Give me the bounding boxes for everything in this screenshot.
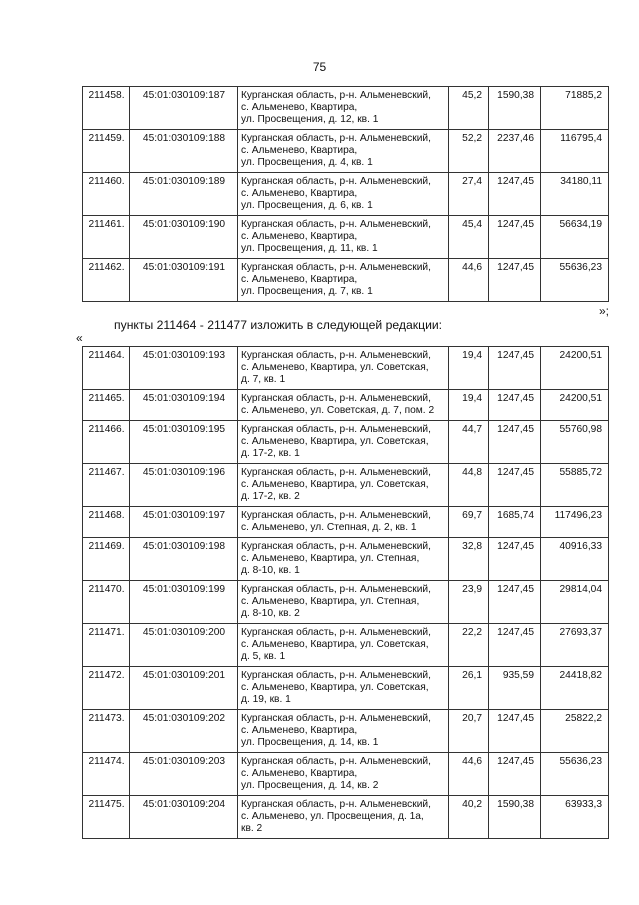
total-value: 24200,51 <box>541 390 609 421</box>
amendment-instruction: пункты 211464 - 211477 изложить в следующей редакции: <box>114 318 443 332</box>
unit-price: 1247,45 <box>489 259 541 302</box>
unit-price: 1247,45 <box>489 216 541 259</box>
row-number: 211473. <box>83 710 130 753</box>
area: 45,4 <box>449 216 489 259</box>
area: 20,7 <box>449 710 489 753</box>
area: 44,7 <box>449 421 489 464</box>
table-row <box>83 753 609 796</box>
total-value: 34180,11 <box>541 173 609 216</box>
cadastral-number: 45:01:030109:204 <box>130 796 238 839</box>
unit-price: 1247,45 <box>489 581 541 624</box>
row-number: 211465. <box>83 390 130 421</box>
unit-price: 1247,45 <box>489 464 541 507</box>
total-value: 71885,2 <box>541 87 609 130</box>
table-row <box>83 538 609 581</box>
table-row <box>83 464 609 507</box>
table-row <box>83 347 609 390</box>
area: 19,4 <box>449 390 489 421</box>
table-row <box>83 796 609 839</box>
table-row <box>83 581 609 624</box>
total-value: 29814,04 <box>541 581 609 624</box>
unit-price: 935,59 <box>489 667 541 710</box>
table-row <box>83 259 609 302</box>
row-number: 211466. <box>83 421 130 464</box>
total-value: 56634,19 <box>541 216 609 259</box>
total-value: 63933,3 <box>541 796 609 839</box>
table-row <box>83 130 609 173</box>
cadastral-number: 45:01:030109:198 <box>130 538 238 581</box>
table-row <box>83 390 609 421</box>
opening-quote: « <box>76 331 83 345</box>
area: 32,8 <box>449 538 489 581</box>
address: Курганская область, р-н. Альменевский, с. Альменево, Квартира, ул. Просвещения, д. 4, кв. 1 <box>238 130 449 173</box>
row-number: 211460. <box>83 173 130 216</box>
address: Курганская область, р-н. Альменевский, с. Альменево, Квартира, ул. Степная, д. 8-10, кв. 2 <box>238 581 449 624</box>
address: Курганская область, р-н. Альменевский, с. Альменево, ул. Советская, д. 7, пом. 2 <box>238 390 449 421</box>
unit-price: 1590,38 <box>489 796 541 839</box>
unit-price: 1247,45 <box>489 347 541 390</box>
total-value: 24200,51 <box>541 347 609 390</box>
area: 52,2 <box>449 130 489 173</box>
unit-price: 1590,38 <box>489 87 541 130</box>
row-number: 211475. <box>83 796 130 839</box>
cadastral-number: 45:01:030109:190 <box>130 216 238 259</box>
address: Курганская область, р-н. Альменевский, с. Альменево, Квартира, ул. Советская, д. 17-2, кв. 1 <box>238 421 449 464</box>
row-number: 211471. <box>83 624 130 667</box>
unit-price: 1247,45 <box>489 390 541 421</box>
cadastral-number: 45:01:030109:188 <box>130 130 238 173</box>
total-value: 40916,33 <box>541 538 609 581</box>
table-row <box>83 710 609 753</box>
unit-price: 1247,45 <box>489 753 541 796</box>
area: 44,6 <box>449 753 489 796</box>
cadastral-number: 45:01:030109:196 <box>130 464 238 507</box>
area: 19,4 <box>449 347 489 390</box>
table-row <box>83 216 609 259</box>
unit-price: 1247,45 <box>489 710 541 753</box>
address: Курганская область, р-н. Альменевский, с. Альменево, Квартира, ул. Просвещения, д. 14, кв. 2 <box>238 753 449 796</box>
cadastral-number: 45:01:030109:191 <box>130 259 238 302</box>
area: 44,6 <box>449 259 489 302</box>
unit-price: 1685,74 <box>489 507 541 538</box>
total-value: 27693,37 <box>541 624 609 667</box>
table-row <box>83 507 609 538</box>
address: Курганская область, р-н. Альменевский, с. Альменево, ул. Просвещения, д. 1а, кв. 2 <box>238 796 449 839</box>
row-number: 211461. <box>83 216 130 259</box>
property-table-top-body <box>83 87 609 302</box>
cadastral-number: 45:01:030109:187 <box>130 87 238 130</box>
cadastral-number: 45:01:030109:195 <box>130 421 238 464</box>
row-number: 211459. <box>83 130 130 173</box>
cadastral-number: 45:01:030109:197 <box>130 507 238 538</box>
unit-price: 1247,45 <box>489 538 541 581</box>
row-number: 211468. <box>83 507 130 538</box>
total-value: 55636,23 <box>541 259 609 302</box>
table-row <box>83 87 609 130</box>
total-value: 117496,23 <box>541 507 609 538</box>
address: Курганская область, р-н. Альменевский, с. Альменево, Квартира, ул. Советская, д. 19, кв. 1 <box>238 667 449 710</box>
row-number: 211467. <box>83 464 130 507</box>
area: 44,8 <box>449 464 489 507</box>
total-value: 55636,23 <box>541 753 609 796</box>
area: 27,4 <box>449 173 489 216</box>
address: Курганская область, р-н. Альменевский, с. Альменево, Квартира, ул. Просвещения, д. 14, кв. 1 <box>238 710 449 753</box>
closing-quote: »; <box>598 304 609 318</box>
unit-price: 1247,45 <box>489 173 541 216</box>
cadastral-number: 45:01:030109:189 <box>130 173 238 216</box>
area: 45,2 <box>449 87 489 130</box>
cadastral-number: 45:01:030109:194 <box>130 390 238 421</box>
address: Курганская область, р-н. Альменевский, с. Альменево, Квартира, ул. Советская, д. 7, кв. 1 <box>238 347 449 390</box>
address: Курганская область, р-н. Альменевский, с. Альменево, Квартира, ул. Советская, д. 5, кв. 1 <box>238 624 449 667</box>
row-number: 211470. <box>83 581 130 624</box>
area: 26,1 <box>449 667 489 710</box>
address: Курганская область, р-н. Альменевский, с. Альменево, Квартира, ул. Просвещения, д. 12, кв. 1 <box>238 87 449 130</box>
row-number: 211469. <box>83 538 130 581</box>
total-value: 55760,98 <box>541 421 609 464</box>
row-number: 211458. <box>83 87 130 130</box>
total-value: 116795,4 <box>541 130 609 173</box>
table-row <box>83 624 609 667</box>
unit-price: 1247,45 <box>489 624 541 667</box>
address: Курганская область, р-н. Альменевский, с. Альменево, Квартира, ул. Советская, д. 17-2, кв. 2 <box>238 464 449 507</box>
unit-price: 1247,45 <box>489 421 541 464</box>
row-number: 211474. <box>83 753 130 796</box>
table-row <box>83 421 609 464</box>
cadastral-number: 45:01:030109:193 <box>130 347 238 390</box>
cadastral-number: 45:01:030109:202 <box>130 710 238 753</box>
address: Курганская область, р-н. Альменевский, с. Альменево, Квартира, ул. Просвещения, д. 6, кв. 1 <box>238 173 449 216</box>
area: 23,9 <box>449 581 489 624</box>
address: Курганская область, р-н. Альменевский, с. Альменево, Квартира, ул. Просвещения, д. 7, кв. 1 <box>238 259 449 302</box>
area: 69,7 <box>449 507 489 538</box>
total-value: 55885,72 <box>541 464 609 507</box>
total-value: 25822,2 <box>541 710 609 753</box>
cadastral-number: 45:01:030109:203 <box>130 753 238 796</box>
cadastral-number: 45:01:030109:199 <box>130 581 238 624</box>
area: 40,2 <box>449 796 489 839</box>
area: 22,2 <box>449 624 489 667</box>
property-table-bottom-body <box>83 347 609 839</box>
property-table-bottom <box>82 346 609 839</box>
address: Курганская область, р-н. Альменевский, с. Альменево, Квартира, ул. Степная, д. 8-10, кв. 1 <box>238 538 449 581</box>
unit-price: 2237,46 <box>489 130 541 173</box>
table-row <box>83 667 609 710</box>
cadastral-number: 45:01:030109:200 <box>130 624 238 667</box>
row-number: 211464. <box>83 347 130 390</box>
row-number: 211462. <box>83 259 130 302</box>
table-row <box>83 173 609 216</box>
property-table-top <box>82 86 609 302</box>
row-number: 211472. <box>83 667 130 710</box>
total-value: 24418,82 <box>541 667 609 710</box>
page-number: 75 <box>312 60 327 74</box>
address: Курганская область, р-н. Альменевский, с. Альменево, ул. Степная, д. 2, кв. 1 <box>238 507 449 538</box>
cadastral-number: 45:01:030109:201 <box>130 667 238 710</box>
address: Курганская область, р-н. Альменевский, с. Альменево, Квартира, ул. Просвещения, д. 11, кв. 1 <box>238 216 449 259</box>
